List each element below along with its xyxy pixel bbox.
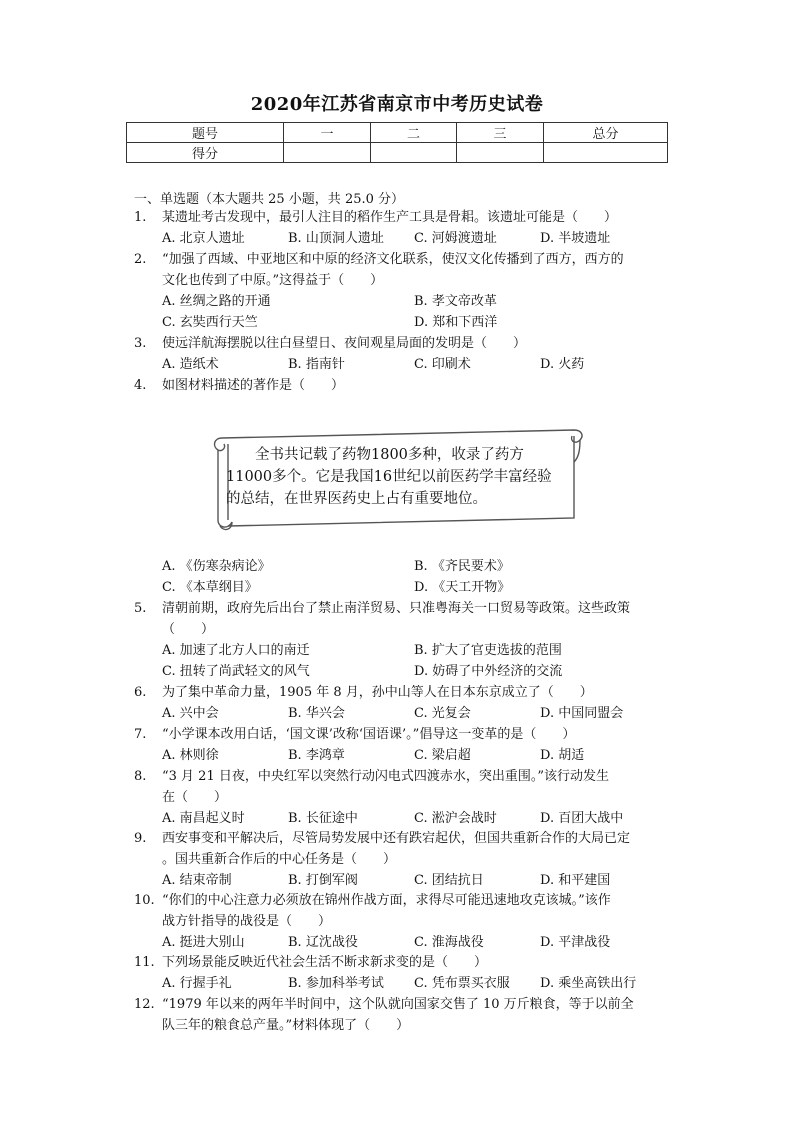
option-b[interactable]: B. 孝文帝改革 bbox=[414, 294, 497, 309]
score-cell: 得分 bbox=[127, 143, 284, 163]
option-a[interactable]: A. 《伤寒杂病论》 bbox=[162, 559, 271, 574]
question-1 bbox=[134, 207, 674, 249]
question-stem: “小学课本改用白话，‘国文课’改称‘国语课’。”倡导这一变革的是（ ） bbox=[162, 727, 576, 742]
question-stem: “你们的中心注意力必须放在锦州作战方面，求得尽可能迅速地攻克该城。”该作 bbox=[162, 893, 611, 908]
option-a[interactable]: A. 北京人遗址 bbox=[162, 231, 245, 246]
question-stem: 清朝前期，政府先后出台了禁止南洋贸易、只准粤海关一口贸易等政策。这些政策 bbox=[162, 601, 631, 616]
option-d[interactable]: D. 半坡遗址 bbox=[540, 231, 611, 246]
score-cell: 总分 bbox=[544, 123, 668, 143]
options-row bbox=[162, 808, 674, 829]
option-d[interactable]: D. 胡适 bbox=[540, 748, 585, 763]
question-7 bbox=[134, 724, 674, 766]
options-row bbox=[162, 354, 674, 375]
option-c[interactable]: C. 淮海战役 bbox=[414, 935, 484, 950]
option-b[interactable]: B. 辽沈战役 bbox=[288, 935, 358, 950]
question-10 bbox=[134, 890, 674, 953]
question-number: 11. bbox=[134, 955, 155, 970]
question-number: 5. bbox=[134, 601, 147, 616]
option-b[interactable]: B. 李鸿章 bbox=[288, 748, 345, 763]
option-c[interactable]: C. 团结抗日 bbox=[414, 873, 484, 888]
score-cell: 题号 bbox=[127, 123, 284, 143]
option-b[interactable]: B. 指南针 bbox=[288, 357, 345, 372]
score-table-header-row bbox=[127, 123, 668, 143]
score-cell: 二 bbox=[371, 123, 457, 143]
question-number: 6. bbox=[134, 685, 147, 700]
score-cell: 一 bbox=[284, 123, 371, 143]
option-a[interactable]: A. 挺进大别山 bbox=[162, 935, 245, 950]
score-cell bbox=[284, 143, 371, 163]
question-stem: 如图材料描述的著作是（ ） bbox=[162, 378, 345, 393]
question-stem: “加强了西域、中亚地区和中原的经济文化联系，使汉文化传播到了西方，西方的 bbox=[162, 252, 624, 267]
question-stem: 某遗址考古发现中，最引人注目的稻作生产工具是骨耜。该遗址可能是（ ） bbox=[162, 210, 618, 225]
score-cell bbox=[544, 143, 668, 163]
question-8 bbox=[134, 766, 674, 829]
options-row bbox=[162, 228, 674, 249]
score-cell bbox=[371, 143, 457, 163]
question-stem: 西安事变和平解决后，尽管局势发展中还有跌宕起伏，但国共重新合作的大局已定 bbox=[162, 831, 631, 846]
option-c[interactable]: C. 梁启超 bbox=[414, 748, 471, 763]
options-row bbox=[162, 745, 674, 766]
option-a[interactable]: A. 林则徐 bbox=[162, 748, 219, 763]
options-row bbox=[162, 703, 674, 724]
option-d[interactable]: D. 和平建国 bbox=[540, 873, 611, 888]
options-row bbox=[162, 640, 674, 661]
option-a[interactable]: A. 造纸术 bbox=[162, 357, 219, 372]
option-a[interactable]: A. 兴中会 bbox=[162, 706, 219, 721]
options-row bbox=[162, 973, 674, 994]
option-b[interactable]: B. 打倒军阀 bbox=[288, 873, 358, 888]
question-stem: 队三年的粮食总产量。”材料体现了（ ） bbox=[162, 1018, 410, 1033]
option-d[interactable]: D. 中国同盟会 bbox=[540, 706, 624, 721]
option-a[interactable]: A. 结束帝制 bbox=[162, 873, 232, 888]
question-stem: 下列场景能反映近代社会生活不断求新求变的是（ ） bbox=[162, 955, 488, 970]
options-row bbox=[162, 577, 674, 598]
question-stem: 使远洋航海摆脱以往白昼望日、夜间观星局面的发明是（ ） bbox=[162, 336, 527, 351]
section-heading: 一、单选题（本大题共 25 小题，共 25.0 分） bbox=[134, 192, 405, 207]
question-stem: 。国共重新合作后的中心任务是（ ） bbox=[162, 852, 397, 867]
question-number: 2. bbox=[134, 252, 147, 267]
question-9 bbox=[134, 828, 674, 891]
option-a[interactable]: A. 丝绸之路的开通 bbox=[162, 294, 271, 309]
question-number: 4. bbox=[134, 378, 147, 393]
question-number: 10. bbox=[134, 893, 155, 908]
option-b[interactable]: B. 参加科举考试 bbox=[288, 976, 384, 991]
option-d[interactable]: D. 百团大战中 bbox=[540, 811, 624, 826]
option-d[interactable]: D. 乘坐高铁出行 bbox=[540, 976, 637, 991]
option-d[interactable]: D. 火药 bbox=[540, 357, 585, 372]
options-row bbox=[162, 661, 674, 682]
question-number: 12. bbox=[134, 997, 155, 1012]
score-cell: 三 bbox=[457, 123, 544, 143]
question-12 bbox=[134, 994, 674, 1036]
option-c[interactable]: C. 凭布票买衣服 bbox=[414, 976, 510, 991]
material-text: 全书共记载了药物1800多种，收录了药方11000多个。它是我国16世纪以前医药学丰富经验的总结，在世界医药史上占有重要地位。 bbox=[226, 447, 552, 507]
option-b[interactable]: B. 长征途中 bbox=[288, 811, 358, 826]
question-stem: 文化也传到了中原。”这得益于（ ） bbox=[162, 273, 384, 288]
question-6 bbox=[134, 682, 674, 724]
option-c[interactable]: C. 印刷术 bbox=[414, 357, 471, 372]
options-row bbox=[162, 291, 674, 312]
options-row bbox=[162, 312, 674, 333]
question-stem: 为了集中革命力量，1905 年 8 月，孙中山等人在日本东京成立了（ ） bbox=[162, 685, 593, 700]
option-a[interactable]: A. 行握手礼 bbox=[162, 976, 232, 991]
option-a[interactable]: A. 南昌起义时 bbox=[162, 811, 245, 826]
question-2 bbox=[134, 249, 674, 333]
question-number: 3. bbox=[134, 336, 147, 351]
question-stem: （ ） bbox=[162, 622, 215, 637]
options-row bbox=[162, 870, 674, 891]
question-11 bbox=[134, 952, 674, 994]
options-row bbox=[162, 556, 674, 577]
question-stem: “3 月 21 日夜，中央红军以突然行动闪电式四渡赤水，突出重围。”该行动发生 bbox=[162, 769, 610, 784]
option-d[interactable]: D. 平津战役 bbox=[540, 935, 611, 950]
question-number: 1. bbox=[134, 210, 147, 225]
option-b[interactable]: B. 山顶洞人遗址 bbox=[288, 231, 384, 246]
option-d[interactable]: D. 妨碍了中外经济的交流 bbox=[414, 664, 563, 679]
option-a[interactable]: A. 加速了北方人口的南迁 bbox=[162, 643, 310, 658]
question-4-options bbox=[134, 556, 674, 598]
option-b[interactable]: B. 扩大了官吏选拔的范围 bbox=[414, 643, 562, 658]
option-d[interactable]: D. 郑和下西洋 bbox=[414, 315, 498, 330]
question-stem: 战方针指导的战役是（ ） bbox=[162, 914, 332, 929]
option-c[interactable]: C. 玄奘西行天竺 bbox=[162, 315, 258, 330]
option-d[interactable]: D. 《天工开物》 bbox=[414, 580, 511, 595]
question-number: 9. bbox=[134, 831, 147, 846]
question-stem: “1979 年以来的两年半时间中，这个队就向国家交售了 10 万斤粮食，等于以前全 bbox=[162, 997, 634, 1012]
score-table-score-row bbox=[127, 143, 668, 163]
option-c[interactable]: C. 淞沪会战时 bbox=[414, 811, 497, 826]
option-b[interactable]: B. 华兴会 bbox=[288, 706, 345, 721]
option-c[interactable]: C. 光复会 bbox=[414, 706, 471, 721]
exam-title: 2020年江苏省南京市中考历史试卷 bbox=[250, 94, 544, 115]
options-row bbox=[162, 932, 674, 953]
question-5 bbox=[134, 598, 674, 682]
question-stem: 在（ ） bbox=[162, 790, 228, 805]
question-number: 8. bbox=[134, 769, 147, 784]
question-4 bbox=[134, 375, 674, 396]
option-c[interactable]: C. 《本草纲目》 bbox=[162, 580, 258, 595]
score-table bbox=[126, 122, 668, 163]
question-3 bbox=[134, 333, 674, 375]
score-cell bbox=[457, 143, 544, 163]
option-c[interactable]: C. 扭转了尚武轻文的风气 bbox=[162, 664, 310, 679]
question-number: 7. bbox=[134, 727, 147, 742]
option-c[interactable]: C. 河姆渡遗址 bbox=[414, 231, 497, 246]
option-b[interactable]: B. 《齐民要术》 bbox=[414, 559, 510, 574]
